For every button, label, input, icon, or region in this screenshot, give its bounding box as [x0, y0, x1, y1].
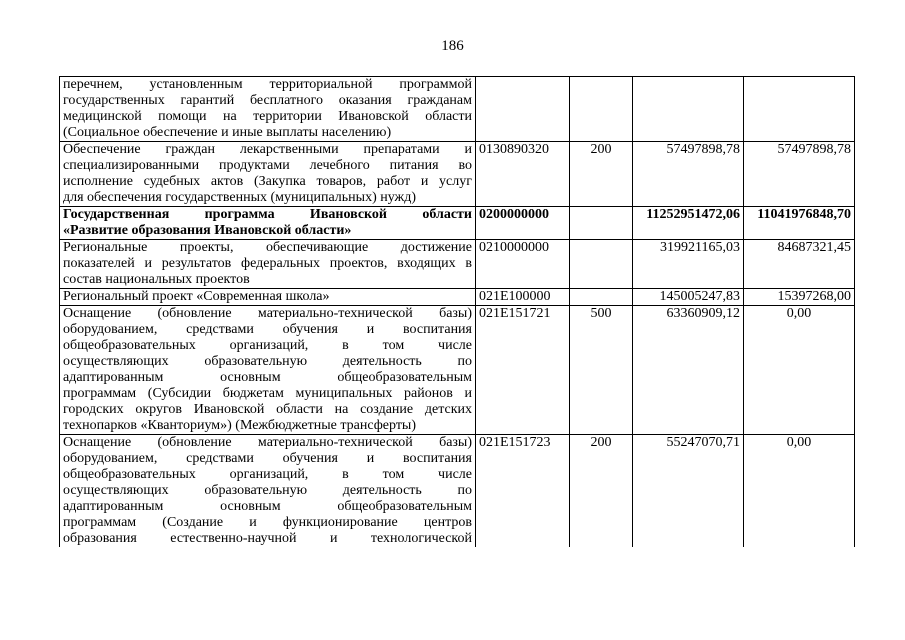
target-article-code: 021E151721	[476, 306, 570, 435]
table-row	[60, 306, 855, 435]
amount-year-2: 57497898,78	[744, 142, 855, 207]
row-description	[60, 142, 476, 207]
amount-year-1: 55247070,71	[633, 435, 744, 548]
page-number: 186	[441, 38, 464, 54]
description-line: оборудованием, средствами обучения и воспитания	[63, 451, 472, 466]
target-article-code: 021E100000	[476, 289, 570, 306]
target-article-code: 0130890320	[476, 142, 570, 207]
amount-year-1: 57497898,78	[633, 142, 744, 207]
description-line: общеобразовательных организаций, в том числе	[63, 467, 472, 482]
expense-type-code	[570, 77, 633, 142]
row-description	[60, 240, 476, 289]
table-row	[60, 240, 855, 289]
description-line: оборудованием, средствами обучения и воспитания	[63, 322, 472, 337]
target-article-code	[476, 77, 570, 142]
description-line: государственных гарантий бесплатного оказания гражданам	[63, 93, 472, 108]
description-line: городских округов Ивановской области на создание детских	[63, 402, 472, 417]
expense-type-code	[570, 240, 633, 289]
description-line: «Развитие образования Ивановской области»	[63, 223, 352, 238]
target-article-code: 0200000000	[476, 207, 570, 240]
table-row	[60, 77, 855, 142]
amount-year-1: 145005247,83	[633, 289, 744, 306]
description-line: осуществляющих образовательную деятельность по	[63, 483, 472, 498]
row-description	[60, 306, 476, 435]
target-article-code: 0210000000	[476, 240, 570, 289]
description-line: технопарков «Кванториум») (Межбюджетные трансферты)	[63, 418, 417, 433]
amount-year-2: 11041976848,70	[744, 207, 855, 240]
table-row	[60, 435, 855, 548]
row-description	[60, 77, 476, 142]
description-line: состав национальных проектов	[63, 272, 250, 287]
description-line: Государственная программа Ивановской области	[63, 207, 472, 222]
amount-year-2: 15397268,00	[744, 289, 855, 306]
description-line: специализированными продуктами лечебного питания во	[63, 158, 472, 173]
target-article-code: 021E151723	[476, 435, 570, 548]
description-line: для обеспечения государственных (муниципальных) нужд)	[63, 190, 417, 205]
budget-table	[59, 76, 855, 547]
table-row	[60, 142, 855, 207]
row-description	[60, 207, 476, 240]
description-line: программам (Создание и функционирование центров	[63, 515, 472, 530]
description-line: показателей и результатов федеральных проектов, входящих в	[63, 256, 472, 271]
table-row	[60, 207, 855, 240]
expense-type-code	[570, 207, 633, 240]
description-line: Региональные проекты, обеспечивающие достижение	[63, 240, 472, 255]
amount-year-1	[633, 77, 744, 142]
description-line: Оснащение (обновление материально-технической базы)	[63, 435, 472, 450]
expense-type-code	[570, 289, 633, 306]
amount-year-2	[744, 77, 855, 142]
expense-type-code: 500	[570, 306, 633, 435]
description-line: перечнем, установленным территориальной программой	[63, 77, 472, 92]
expense-type-code: 200	[570, 435, 633, 548]
description-line: медицинской помощи на территории Ивановской области	[63, 109, 472, 124]
table-row	[60, 289, 855, 306]
amount-year-1: 63360909,12	[633, 306, 744, 435]
description-line: общеобразовательных организаций, в том числе	[63, 338, 472, 353]
amount-year-1: 319921165,03	[633, 240, 744, 289]
amount-year-1: 11252951472,06	[633, 207, 744, 240]
description-line: Оснащение (обновление материально-технической базы)	[63, 306, 472, 321]
row-description	[60, 435, 476, 548]
row-description	[60, 289, 476, 306]
description-line: программам (Субсидии бюджетам муниципальных районов и	[63, 386, 472, 401]
description-line: исполнение судебных актов (Закупка товаров, работ и услуг	[63, 174, 472, 189]
description-line: Обеспечение граждан лекарственными препаратами и	[63, 142, 472, 157]
amount-year-2: 0,00	[744, 306, 855, 435]
description-line: адаптированным основным общеобразовательным	[63, 499, 472, 514]
description-line: осуществляющих образовательную деятельность по	[63, 354, 472, 369]
description-line: (Социальное обеспечение и иные выплаты населению)	[63, 125, 392, 140]
expense-type-code: 200	[570, 142, 633, 207]
amount-year-2: 84687321,45	[744, 240, 855, 289]
description-line: Региональный проект «Современная школа»	[63, 289, 330, 304]
amount-year-2: 0,00	[744, 435, 855, 548]
description-line: адаптированным основным общеобразовательным	[63, 370, 472, 385]
description-line: образования естественно-научной и технологической	[63, 531, 472, 546]
